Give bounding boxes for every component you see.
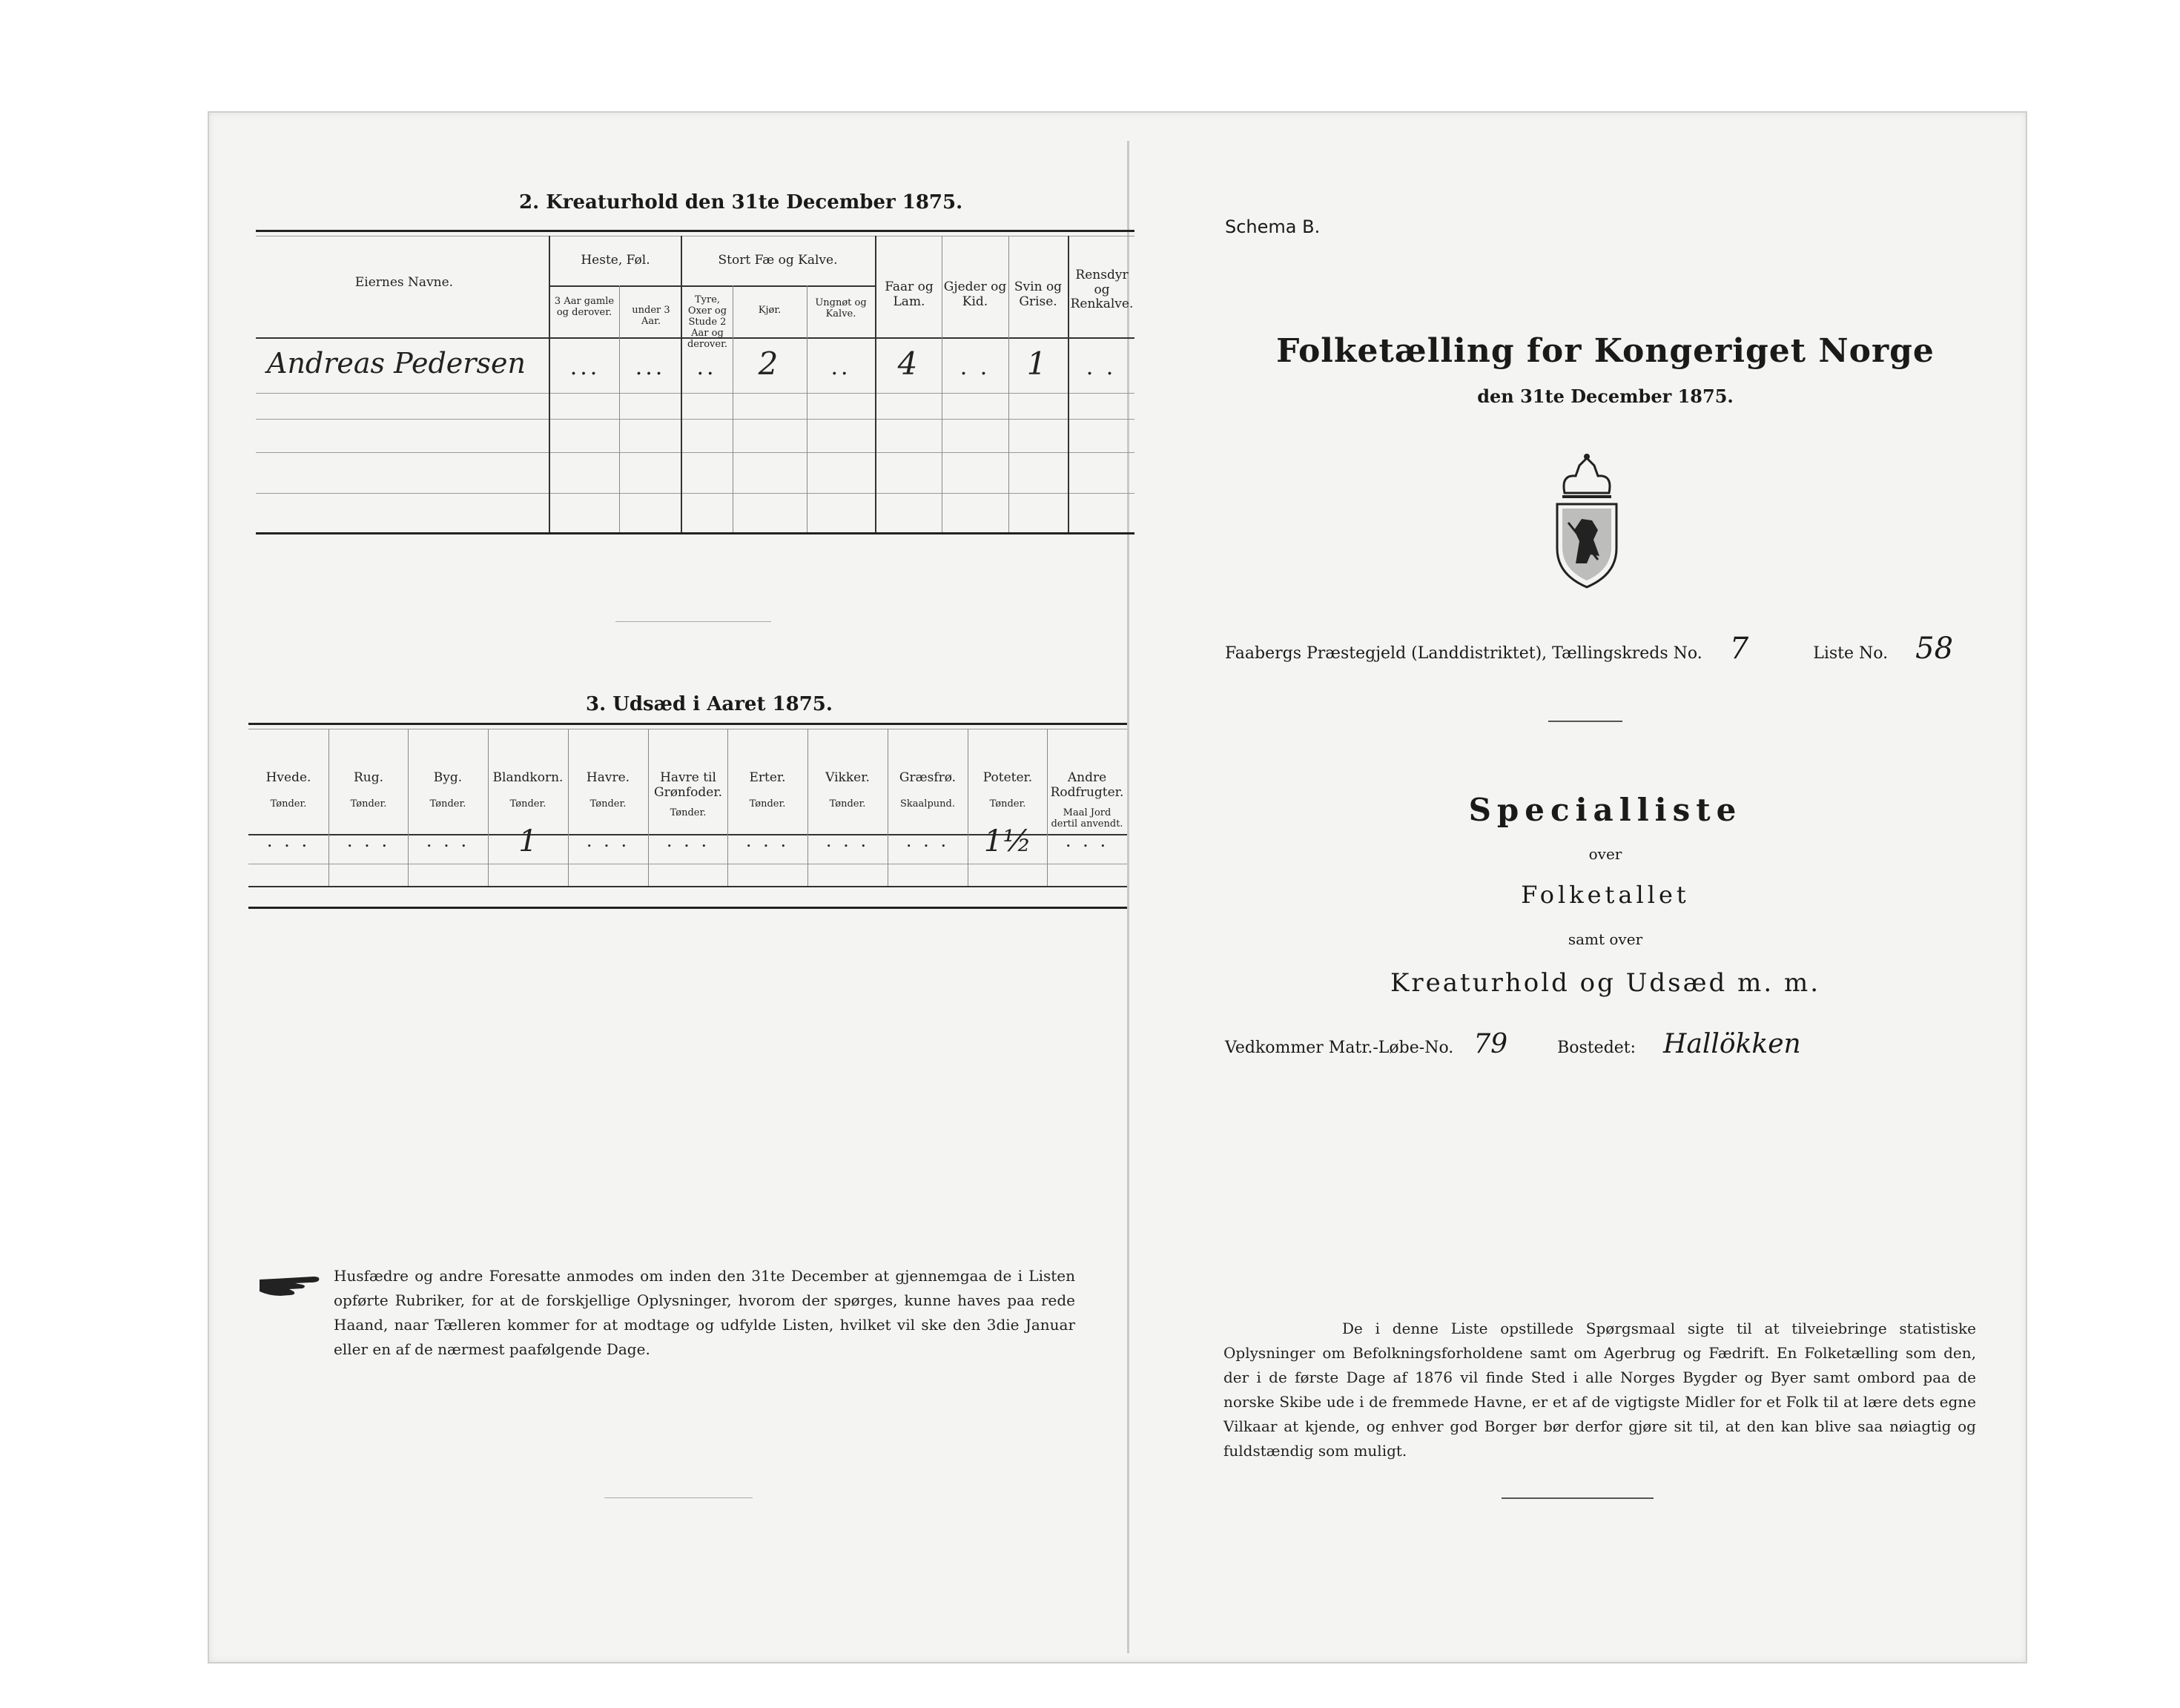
col-owner: Eiernes Navne. xyxy=(354,275,454,290)
main-title: Folketælling for Kongeriget Norge xyxy=(1276,332,1935,370)
sowing-col-header: Byg. xyxy=(433,770,463,785)
sowing-col-unit: Skaalpund. xyxy=(900,798,955,810)
value-heste-b: ... xyxy=(635,354,666,380)
sowing-col-unit: Maal Jord dertil anvendt. xyxy=(1051,807,1123,830)
bottom-separator-right xyxy=(1502,1497,1654,1499)
matr-line xyxy=(1225,1029,1966,1059)
col-stort-c: Ungnøt og Kalve. xyxy=(815,297,867,320)
sowing-value: . . . xyxy=(426,830,470,851)
value-svin: 1 xyxy=(1026,345,1050,382)
specialliste-heading: Specialliste xyxy=(1468,792,1743,828)
separator xyxy=(615,621,771,622)
value-stort-a: .. xyxy=(696,354,717,380)
sowing-col-header: Havre til Grønfoder. xyxy=(653,770,723,800)
sowing-col-unit: Tønder. xyxy=(829,798,866,810)
over-text: over xyxy=(1588,845,1622,863)
liste-no: 58 xyxy=(1915,632,1954,666)
bosted-value: Hallökken xyxy=(1663,1029,1801,1059)
main-date: den 31te December 1875. xyxy=(1477,385,1734,407)
sowing-value: . . . xyxy=(266,830,311,851)
liste-label: Liste No. xyxy=(1813,644,1889,663)
norway-coat-of-arms-icon xyxy=(1546,452,1628,589)
matr-label: Vedkommer Matr.-Løbe-No. xyxy=(1225,1039,1454,1057)
col-heste-b: under 3 Aar. xyxy=(632,305,670,327)
col-rensdyr: Rensdyr og Renkalve. xyxy=(1070,268,1134,312)
sowing-value: . . . xyxy=(745,830,790,851)
col-heste-a: 3 Aar gamle og derover. xyxy=(554,296,615,318)
separator-right xyxy=(1548,721,1622,722)
sowing-col-header: Hvede. xyxy=(265,770,311,785)
sowing-value: . . . xyxy=(1065,830,1109,851)
sowing-col-header: Havre. xyxy=(586,770,630,785)
col-gjeder: Gjeder og Kid. xyxy=(943,279,1007,309)
sowing-col-header: Vikker. xyxy=(825,770,870,785)
kreaturhold-heading: Kreaturhold og Udsæd m. m. xyxy=(1390,968,1820,998)
matr-no: 79 xyxy=(1473,1029,1508,1059)
samt-over-text: samt over xyxy=(1568,930,1643,948)
sowing-col-unit: Tønder. xyxy=(989,798,1026,810)
sowing-col-header: Blandkorn. xyxy=(492,770,564,785)
col-heste: Heste, Føl. xyxy=(581,253,650,268)
sowing-col-header: Poteter. xyxy=(982,770,1033,785)
section2-title: 2. Kreaturhold den 31te December 1875. xyxy=(519,191,963,214)
col-svin: Svin og Grise. xyxy=(1014,279,1063,309)
sowing-col-header: Rug. xyxy=(353,770,384,785)
value-heste-a: ... xyxy=(569,354,601,380)
schema-label: Schema B. xyxy=(1225,216,1321,237)
sowing-col-header: Græsfrø. xyxy=(899,770,957,785)
sowing-col-unit: Tønder. xyxy=(429,798,466,810)
value-stort-b: 2 xyxy=(758,345,782,382)
folketallet-heading: Folketallet xyxy=(1521,881,1690,909)
sowing-value: . . . xyxy=(346,830,391,851)
value-gjeder: . . xyxy=(959,354,991,380)
sowing-col-unit: Tønder. xyxy=(670,807,707,818)
value-faar: 4 xyxy=(897,345,921,382)
section3-title: 3. Udsæd i Aaret 1875. xyxy=(586,693,833,715)
sowing-value: . . . xyxy=(666,830,710,851)
col-faar: Faar og Lam. xyxy=(885,279,934,309)
sowing-value: . . . xyxy=(905,830,950,851)
kreds-no: 7 xyxy=(1729,632,1749,666)
sowing-col-header: Erter. xyxy=(749,770,786,785)
sowing-value: 1½ xyxy=(983,824,1032,858)
sowing-col-unit: Tønder. xyxy=(350,798,387,810)
col-stort-a: Tyre, Oxer og Stude 2 Aar og derover. xyxy=(687,294,727,350)
district-label: Faabergs Præstegjeld (Landdistriktet), Tællingskreds No. xyxy=(1225,644,1702,663)
bottom-separator-left xyxy=(604,1497,753,1498)
value-stort-c: .. xyxy=(830,354,851,380)
sowing-col-unit: Tønder. xyxy=(270,798,307,810)
value-rensdyr: . . xyxy=(1086,354,1117,380)
sowing-col-header: Andre Rodfrugter. xyxy=(1050,770,1124,800)
sowing-value: . . . xyxy=(586,830,630,851)
bosted-label: Bostedet: xyxy=(1557,1039,1636,1057)
sowing-col-unit: Tønder. xyxy=(509,798,546,810)
sowing-col-unit: Tønder. xyxy=(589,798,627,810)
district-line xyxy=(1225,632,1966,666)
sowing-value: . . . xyxy=(825,830,870,851)
sowing-value: 1 xyxy=(518,824,538,858)
col-stort: Stort Fæ og Kalve. xyxy=(718,253,838,268)
sowing-col-unit: Tønder. xyxy=(749,798,786,810)
footer-note: De i denne Liste opstillede Spørgsmaal sigte til at tilveiebringe statistiske Oplysninger om Befolkningsforholdene samt om Agerbrug og Fædrift. En Folketælling som den, der i de første Dage af 1876 vil finde Sted i alle Norges Bygder og Byer samt ombord paa de norske Skibe ude i de fremmede Havne, er et af de vigtigste Midler for et Folk til at lære dets egne Vilkaar at kjende, og enhver god Borger bør derfor gjøre sit til, at den kan blive saa nøiagtig og fuldstændig som muligt. xyxy=(1223,1320,1976,1460)
pointing-hand-icon xyxy=(258,1269,325,1299)
col-stort-b: Kjør. xyxy=(758,305,782,316)
owner-name: Andreas Pedersen xyxy=(267,347,526,380)
instruction-note: Husfædre og andre Foresatte anmodes om inden den 31te December at gjennemgaa de i Listen opførte Rubriker, for at de forskjellige Oplysninger, hvorom der spørges, kunne haves paa rede Haand, naar Tælleren kommer for at modtage og udfylde Listen, hvilket vil ske den 3die Januar eller en af de nærmest paafølgende Dage. xyxy=(334,1267,1075,1358)
